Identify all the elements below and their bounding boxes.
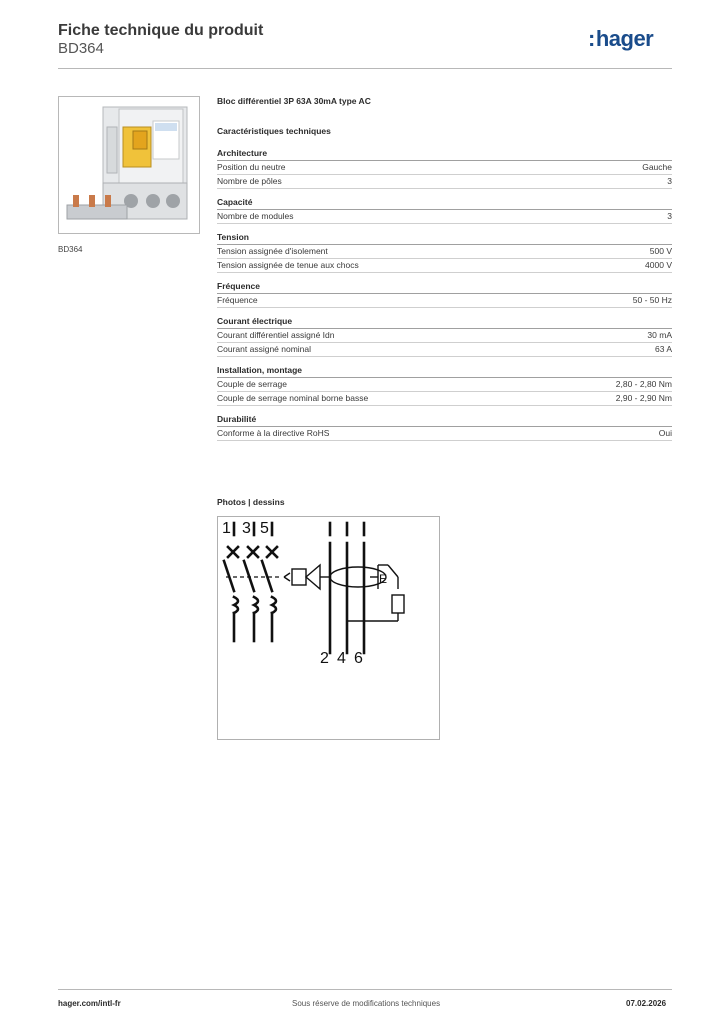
wiring-schematic bbox=[218, 517, 439, 739]
page-title: Fiche technique du produit bbox=[58, 22, 264, 39]
spec-value: Gauche bbox=[642, 162, 672, 172]
terminal-label-3: 3 bbox=[242, 520, 251, 537]
product-description: Bloc différentiel 3P 63A 30mA type AC bbox=[217, 96, 371, 106]
spec-label: Nombre de pôles bbox=[217, 176, 282, 186]
spec-value: 2,90 - 2,90 Nm bbox=[615, 393, 672, 403]
footer-divider bbox=[58, 989, 672, 990]
terminal-label-5: 5 bbox=[260, 520, 269, 537]
spec-label: Couple de serrage nominal borne basse bbox=[217, 393, 369, 403]
spec-value: 3 bbox=[667, 176, 672, 186]
terminal-label-4: 4 bbox=[337, 650, 346, 667]
spec-label: Tension assignée de tenue aux chocs bbox=[217, 260, 359, 270]
terminal-label-1: 1 bbox=[222, 520, 231, 537]
section-title: Courant électrique bbox=[217, 316, 672, 329]
section-title: Capacité bbox=[217, 197, 672, 210]
photo-caption: BD364 bbox=[58, 245, 83, 254]
section-installation bbox=[217, 365, 672, 406]
spec-row bbox=[217, 343, 672, 357]
spec-label: Courant différentiel assigné Idn bbox=[217, 330, 335, 340]
wiring-diagram bbox=[217, 516, 440, 740]
product-reference: BD364 bbox=[58, 40, 104, 57]
spec-label: Conforme à la directive RoHS bbox=[217, 428, 330, 438]
header-divider bbox=[58, 68, 672, 69]
product-illustration bbox=[59, 97, 199, 233]
spec-row bbox=[217, 329, 672, 343]
section-durabilite bbox=[217, 414, 672, 441]
spec-label: Tension assignée d'isolement bbox=[217, 246, 328, 256]
footer-date: 07.02.2026 bbox=[626, 999, 667, 1008]
section-architecture bbox=[217, 148, 672, 189]
spec-row bbox=[217, 259, 672, 273]
section-frequence bbox=[217, 281, 672, 308]
spec-label: Couple de serrage bbox=[217, 379, 287, 389]
spec-value: 2,80 - 2,80 Nm bbox=[615, 379, 672, 389]
product-photo bbox=[58, 96, 200, 234]
spec-label: Position du neutre bbox=[217, 162, 286, 172]
terminal-label-2: 2 bbox=[320, 650, 329, 667]
spec-value: 50 - 50 Hz bbox=[632, 295, 672, 305]
spec-value: 4000 V bbox=[645, 260, 672, 270]
spec-row bbox=[217, 392, 672, 406]
spec-row bbox=[217, 245, 672, 259]
spec-value: 500 V bbox=[649, 246, 672, 256]
spec-value: 30 mA bbox=[647, 330, 672, 340]
section-tension bbox=[217, 232, 672, 273]
section-title: Fréquence bbox=[217, 281, 672, 294]
section-title: Installation, montage bbox=[217, 365, 672, 378]
footer-notice: Sous réserve de modifications techniques bbox=[292, 999, 441, 1008]
hager-logo: :hager bbox=[588, 26, 654, 51]
spec-row bbox=[217, 294, 672, 308]
photos-title: Photos | dessins bbox=[217, 497, 285, 507]
spec-row bbox=[217, 378, 672, 392]
spec-label: Courant assigné nominal bbox=[217, 344, 312, 354]
spec-row bbox=[217, 175, 672, 189]
section-title: Tension bbox=[217, 232, 672, 245]
spec-label: Fréquence bbox=[217, 295, 258, 305]
spec-value: Oui bbox=[658, 428, 672, 438]
spec-row bbox=[217, 427, 672, 441]
section-title: Durabilité bbox=[217, 414, 672, 427]
logo-text: hager bbox=[595, 26, 654, 51]
spec-row bbox=[217, 210, 672, 224]
spec-value: 3 bbox=[667, 211, 672, 221]
spec-value: 63 A bbox=[654, 344, 672, 354]
terminal-label-6: 6 bbox=[354, 650, 363, 667]
section-capacite bbox=[217, 197, 672, 224]
section-title: Architecture bbox=[217, 148, 672, 161]
test-label: E bbox=[379, 572, 388, 586]
section-courant bbox=[217, 316, 672, 357]
spec-label: Nombre de modules bbox=[217, 211, 294, 221]
footer-website-link[interactable]: hager.com/intl-fr bbox=[58, 999, 121, 1008]
specifications-panel bbox=[217, 96, 672, 441]
characteristics-title: Caractéristiques techniques bbox=[217, 126, 331, 136]
spec-row bbox=[217, 161, 672, 175]
